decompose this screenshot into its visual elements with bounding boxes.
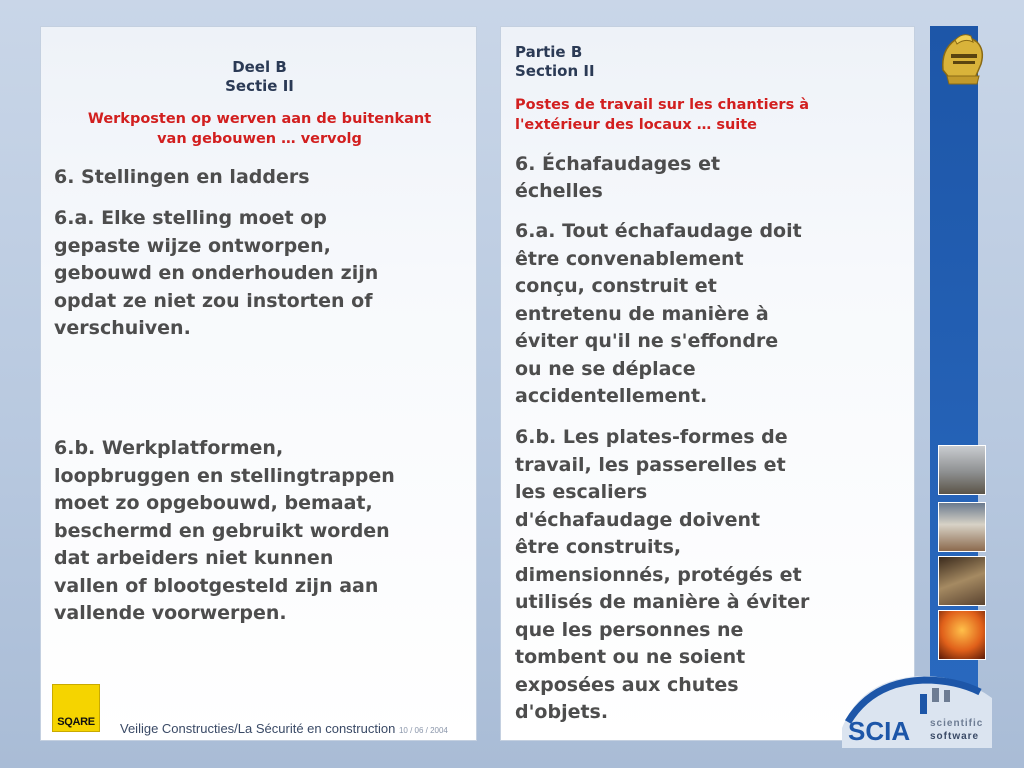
knight-helmet-icon <box>933 30 989 88</box>
footer-date: 10 / 06 / 2004 <box>398 726 448 735</box>
text-line: exposées aux chutes <box>515 673 739 696</box>
right-header-section: Section II <box>515 62 595 80</box>
text-line: 6.a. Tout échafaudage doit <box>515 220 802 242</box>
text-line: 6.a. Elke stelling moet op <box>54 207 327 229</box>
left-subtitle <box>51 109 468 149</box>
text-line: les escaliers <box>515 481 648 503</box>
text-line: opdat ze niet zou instorten of <box>54 289 373 312</box>
right-subtitle-line-2: l'extérieur des locaux … suite <box>515 117 758 133</box>
text-line: vallen of blootgesteld zijn aan <box>54 574 379 597</box>
text-line: utilisés de manière à éviter <box>515 591 810 613</box>
right-paragraph-6a <box>515 218 895 411</box>
text-line: loopbruggen en stellingtrappen <box>54 464 395 487</box>
scaffolding-photo <box>938 445 986 495</box>
footer-title: Veilige Constructies/La Sécurité en construction <box>120 721 396 736</box>
left-paragraph-6a <box>54 205 464 343</box>
left-header-section: Sectie II <box>225 77 294 95</box>
text-line: être construits, <box>515 536 682 558</box>
building-frame-photo <box>938 556 986 606</box>
left-panel-dutch <box>40 26 477 741</box>
text-line: 6.b. Werkplatformen, <box>54 437 284 459</box>
text-line: dat arbeiders niet kunnen <box>54 547 334 569</box>
text-line: ou ne se déplace <box>515 357 696 380</box>
text-line: accidentellement. <box>515 385 708 407</box>
right-subtitle-line-1: Postes de travail sur les chantiers à <box>515 97 810 113</box>
welding-sparks-photo <box>938 610 986 660</box>
right-header <box>515 43 595 81</box>
text-line: travail, les passerelles et <box>515 453 786 476</box>
text-line: beschermd en gebruikt worden <box>54 519 390 542</box>
text-line: échelles <box>515 180 603 202</box>
scia-logo <box>842 668 992 748</box>
scia-wordmark: SCIA <box>848 716 911 746</box>
construction-site-photo <box>938 502 986 552</box>
text-line: conçu, construit et <box>515 275 717 297</box>
left-subtitle-line-1: Werkposten op werven aan de buitenkant <box>87 111 432 127</box>
text-line: vallende voorwerpen. <box>54 602 287 624</box>
sqare-logo <box>52 684 100 732</box>
scia-tagline-1: scientific <box>930 718 984 729</box>
text-line: moet zo opgebouwd, bemaat, <box>54 492 373 514</box>
left-header-part: Deel B <box>232 58 287 76</box>
left-section-title: 6. Stellingen en ladders <box>54 166 310 188</box>
right-header-part: Partie B <box>515 43 583 61</box>
text-line: entretenu de manière à <box>515 302 769 325</box>
text-line: gebouwd en onderhouden zijn <box>54 262 379 284</box>
text-line: tombent ou ne soient <box>515 646 746 668</box>
text-line: que les personnes ne <box>515 618 744 641</box>
text-line: d'objets. <box>515 701 609 723</box>
right-subtitle <box>515 95 910 135</box>
left-paragraph-6b <box>54 435 469 628</box>
scia-tagline-2: software <box>930 731 980 742</box>
text-line: gepaste wijze ontworpen, <box>54 234 331 257</box>
left-header <box>41 58 478 96</box>
right-panel-french <box>500 26 915 741</box>
text-line: dimensionnés, protégés et <box>515 563 802 586</box>
right-section-title <box>515 151 845 205</box>
text-line: verschuiven. <box>54 317 191 339</box>
left-subtitle-line-2: van gebouwen … vervolg <box>157 131 362 147</box>
sqare-logo-text: SQARE <box>57 716 95 728</box>
text-line: éviter qu'il ne s'effondre <box>515 330 779 352</box>
footer <box>120 721 448 736</box>
text-line: être convenablement <box>515 247 744 270</box>
text-line: 6. Échafaudages et <box>515 153 721 175</box>
text-line: d'échafaudage doivent <box>515 508 761 531</box>
text-line: 6.b. Les plates-formes de <box>515 426 788 448</box>
